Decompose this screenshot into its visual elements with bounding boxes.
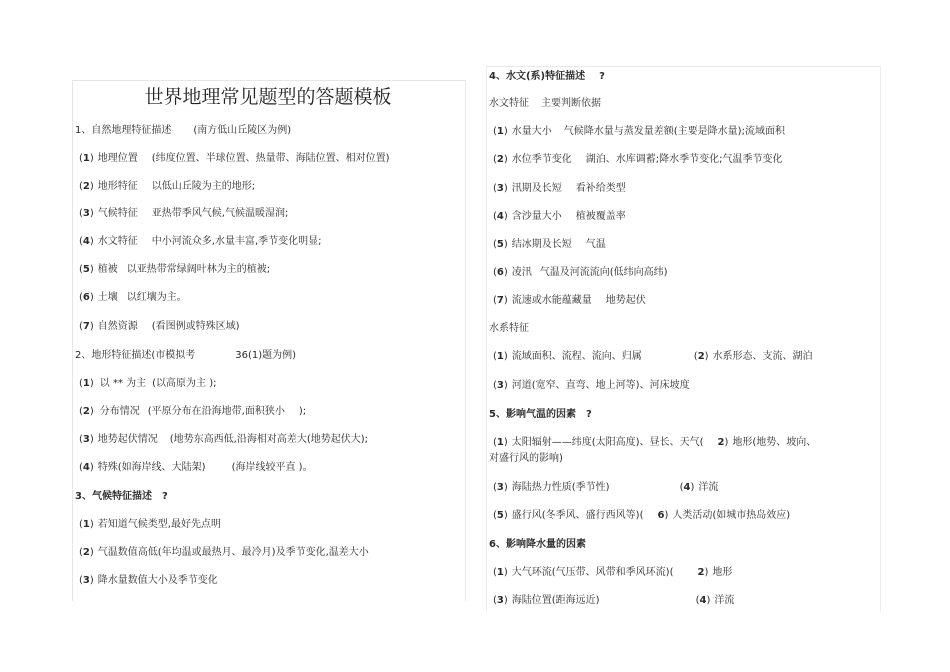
section-heading-text: 6、影响降水量的因素 [489, 539, 586, 550]
list-item: (2) 气温数值高低(年均温或最热月、最冷月)及季节变化,温差大小 [79, 547, 369, 558]
list-item: (3) 汛期及长短 看补给类型 [493, 183, 626, 194]
section-heading-text: 3、气候特征描述 [75, 491, 152, 502]
list-item: (1) 若知道气候类型,最好先点明 [79, 519, 221, 530]
section-heading-text: 5、影响气温的因素 [489, 409, 576, 420]
section-heading-text: 1、自然地理特征描述 [75, 125, 172, 136]
list-item: (7) 自然资源 (看图例或特殊区域) [79, 321, 240, 332]
list-item: (7) 流速或水能蕴藏量 地势起伏 [493, 295, 646, 306]
section-5-heading [489, 408, 592, 421]
list-item: (4) 特殊(如海岸线、大陆架) (海岸线较平直 )。 [79, 462, 313, 473]
list-item: (6) 土壤 以红壤为主。 [79, 292, 187, 303]
list-item: (4) 水文特征 中小河流众多,水量丰富,季节变化明显; [79, 236, 322, 247]
list-item: (5) 结冰期及长短 气温 [493, 239, 606, 250]
subheading-hydrology: 水文特征 主要判断依据 [489, 98, 601, 109]
list-item: (3) 海陆热力性质(季节性) (4) 洋流 [493, 482, 719, 493]
list-item: (3) 气候特征 亚热带季风气候,气候温暖湿润; [79, 208, 289, 219]
list-item: (1) 地理位置 (纬度位置、半球位置、热量带、海陆位置、相对位置) [79, 153, 390, 164]
page-title: 世界地理常见题型的答题模板 [144, 86, 392, 108]
list-item: (1) 太阳辐射——纬度(太阳高度)、昼长、天气( 2) 地形(地势、坡向、 [493, 437, 817, 448]
list-item: (2) 水位季节变化 湖泊、水库调蓄;降水季节变化;气温季节变化 [493, 154, 783, 165]
list-item: (1) 水量大小 气候降水量与蒸发量差额(主要是降水量);流域面积 [493, 126, 785, 137]
list-item: (1) 以 ** 为主 (以高原为主 ); [79, 378, 217, 389]
list-item: (3) 地势起伏情况 (地势东高西低,沿海相对高差大(地势起伏大); [79, 434, 369, 445]
list-item: (5) 植被 以亚热带常绿阔叶林为主的植被; [79, 264, 271, 275]
list-item: (3) 海陆位置(距海远近) (4) 洋流 [493, 595, 735, 606]
section-note: (南方低山丘陵区为例) [193, 125, 292, 136]
section-1-heading [75, 124, 291, 137]
list-item: (6) 凌汛 气温及河流流向(低纬向高纬) [493, 267, 668, 278]
section-heading-text: 2、地形特征描述(市模拟考 [75, 350, 196, 361]
list-item: (3) 降水量数值大小及季节变化 [79, 575, 218, 586]
question-mark: ? [161, 491, 168, 502]
list-item: (5) 盛行风(冬季风、盛行西风等)( 6) 人类活动(如城市热岛效应) [493, 510, 791, 521]
list-item: (3) 河道(宽窄、直弯、地上河等)、河床坡度 [493, 380, 690, 391]
list-item: (4) 含沙量大小 植被覆盖率 [493, 211, 626, 222]
subheading-river-system: 水系特征 [489, 323, 529, 334]
section-note: 36(1)题为例) [235, 350, 297, 361]
right-page [486, 66, 881, 612]
list-item: (2) 地形特征 以低山丘陵为主的地形; [79, 181, 256, 192]
question-mark: ? [599, 71, 605, 82]
section-heading-text: 4、水文(系)特征描述 [489, 71, 586, 82]
list-item-continued: 对盛行风的影响) [489, 453, 563, 464]
list-item: (1) 流域面积、流程、流向、归属 (2) 水系形态、支流、湖泊 [493, 351, 813, 362]
section-4-heading [489, 70, 605, 83]
section-6-heading [489, 538, 586, 551]
list-item: (1) 大气环流(气压带、风带和季风环流)( 2) 地形 [493, 567, 733, 578]
question-mark: ? [585, 409, 592, 420]
list-item: (2) 分布情况 (平原分布在沿海地带,面积狭小 ); [79, 406, 307, 417]
section-3-heading [75, 490, 168, 503]
section-2-heading [75, 349, 296, 362]
